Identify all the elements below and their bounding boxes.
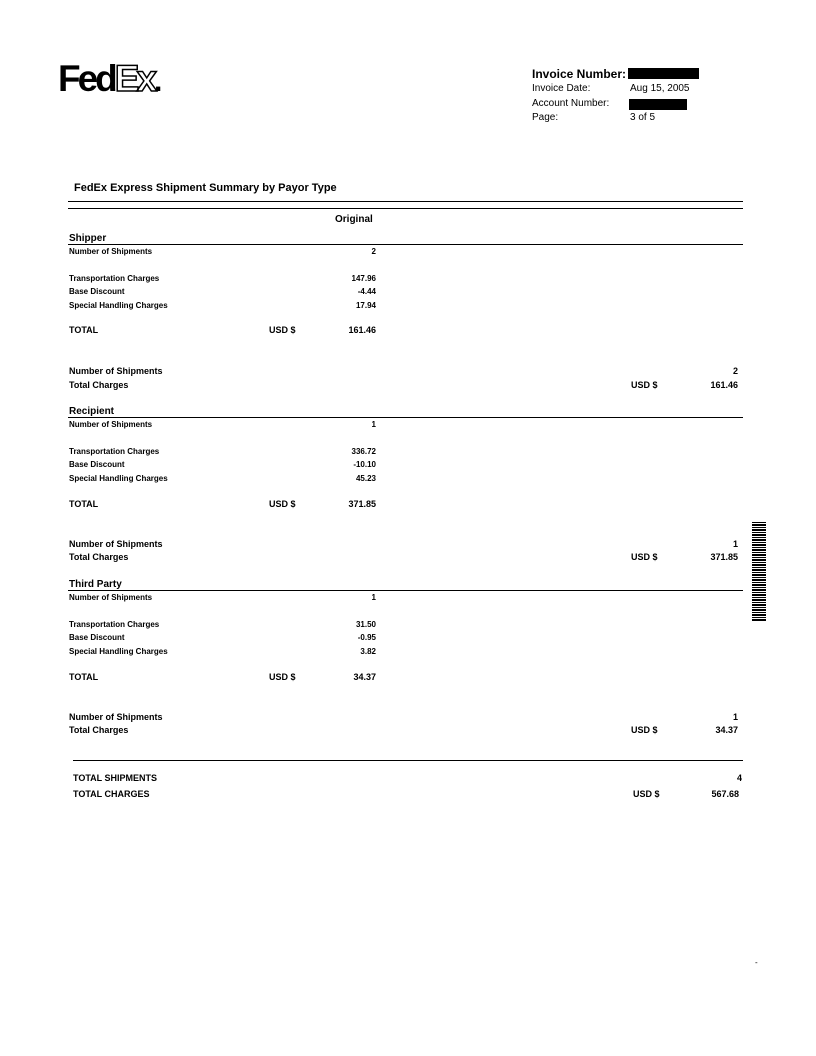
logo-dot: . — [154, 65, 163, 98]
third-party-total-value: 34.37 — [353, 672, 376, 682]
shipper-summary-shipments-value: 2 — [732, 366, 738, 376]
section-title-third-party: Third Party — [69, 579, 122, 590]
shipper-special-label: Special Handling Charges — [69, 301, 168, 310]
section-rule-shipper — [68, 244, 743, 245]
title-rule-top — [68, 201, 743, 202]
shipper-total-currency: USD $ — [269, 325, 296, 335]
recipient-transportation-value: 336.72 — [351, 447, 376, 456]
recipient-summary-currency: USD $ — [631, 552, 658, 562]
section-rule-third-party — [68, 590, 743, 591]
grand-total-rule — [73, 760, 743, 761]
invoice-number-redaction — [628, 68, 699, 79]
page-value: 3 of 5 — [630, 112, 656, 123]
page-label: Page: — [532, 112, 559, 123]
recipient-special-value: 45.23 — [355, 474, 376, 483]
recipient-shipments-label: Number of Shipments — [69, 420, 153, 429]
recipient-summary-shipments-value: 1 — [732, 539, 738, 549]
recipient-shipments-value: 1 — [371, 420, 376, 429]
third-party-summary-shipments-label: Number of Shipments — [69, 712, 163, 722]
shipper-special-value: 17.94 — [355, 301, 376, 310]
shipper-summary-charges-value: 161.46 — [710, 380, 738, 390]
recipient-total-currency: USD $ — [269, 499, 296, 509]
third-party-summary-currency: USD $ — [631, 725, 658, 735]
recipient-total-label: TOTAL — [69, 499, 99, 509]
shipper-transportation-label: Transportation Charges — [69, 274, 160, 283]
section-rule-recipient — [68, 417, 743, 418]
recipient-total-value: 371.85 — [348, 499, 376, 509]
grand-charges-currency: USD $ — [633, 789, 660, 799]
logo-ex: Ex — [114, 58, 155, 99]
recipient-summary-charges-label: Total Charges — [69, 552, 129, 562]
grand-shipments-value: 4 — [736, 773, 742, 783]
fedex-logo — [58, 60, 162, 97]
grand-charges-label: TOTAL CHARGES — [73, 789, 150, 799]
column-header-original: Original — [335, 214, 373, 225]
title-rule-bottom — [68, 208, 743, 209]
shipper-discount-value: -4.44 — [357, 287, 376, 296]
recipient-special-label: Special Handling Charges — [69, 474, 168, 483]
logo-fed: Fed — [58, 58, 115, 99]
shipper-transportation-value: 147.96 — [351, 274, 376, 283]
third-party-discount-label: Base Discount — [69, 633, 125, 642]
shipper-summary-charges-label: Total Charges — [69, 380, 129, 390]
barcode — [752, 522, 766, 622]
recipient-discount-value: -10.10 — [353, 460, 376, 469]
shipper-summary-shipments-label: Number of Shipments — [69, 366, 163, 376]
third-party-total-label: TOTAL — [69, 672, 99, 682]
third-party-special-value: 3.82 — [360, 647, 376, 656]
section-title-shipper: Shipper — [69, 233, 107, 244]
shipper-total-value: 161.46 — [348, 325, 376, 335]
recipient-transportation-label: Transportation Charges — [69, 447, 160, 456]
third-party-summary-charges-label: Total Charges — [69, 725, 129, 735]
recipient-summary-charges-value: 371.85 — [710, 552, 738, 562]
third-party-shipments-label: Number of Shipments — [69, 593, 153, 602]
grand-charges-value: 567.68 — [711, 789, 739, 799]
third-party-transportation-label: Transportation Charges — [69, 620, 160, 629]
invoice-date-value: Aug 15, 2005 — [630, 83, 690, 94]
account-number-redaction — [629, 99, 687, 110]
shipper-summary-currency: USD $ — [631, 380, 658, 390]
recipient-summary-shipments-label: Number of Shipments — [69, 539, 163, 549]
third-party-summary-shipments-value: 1 — [732, 712, 738, 722]
document-title: FedEx Express Shipment Summary by Payor Type — [74, 182, 337, 194]
account-number-label: Account Number: — [532, 98, 610, 109]
invoice-number-label: Invoice Number: — [532, 67, 627, 81]
third-party-special-label: Special Handling Charges — [69, 647, 168, 656]
shipper-total-label: TOTAL — [69, 325, 99, 335]
shipper-shipments-label: Number of Shipments — [69, 247, 153, 256]
section-title-recipient: Recipient — [69, 406, 115, 417]
third-party-transportation-value: 31.50 — [355, 620, 376, 629]
third-party-summary-charges-value: 34.37 — [715, 725, 738, 735]
third-party-total-currency: USD $ — [269, 672, 296, 682]
grand-shipments-label: TOTAL SHIPMENTS — [73, 773, 158, 783]
invoice-date-label: Invoice Date: — [532, 83, 591, 94]
shipper-discount-label: Base Discount — [69, 287, 125, 296]
shipper-shipments-value: 2 — [371, 247, 376, 256]
recipient-discount-label: Base Discount — [69, 460, 125, 469]
third-party-discount-value: -0.95 — [357, 633, 376, 642]
third-party-shipments-value: 1 — [371, 593, 376, 602]
footer-mark: - — [755, 958, 758, 967]
